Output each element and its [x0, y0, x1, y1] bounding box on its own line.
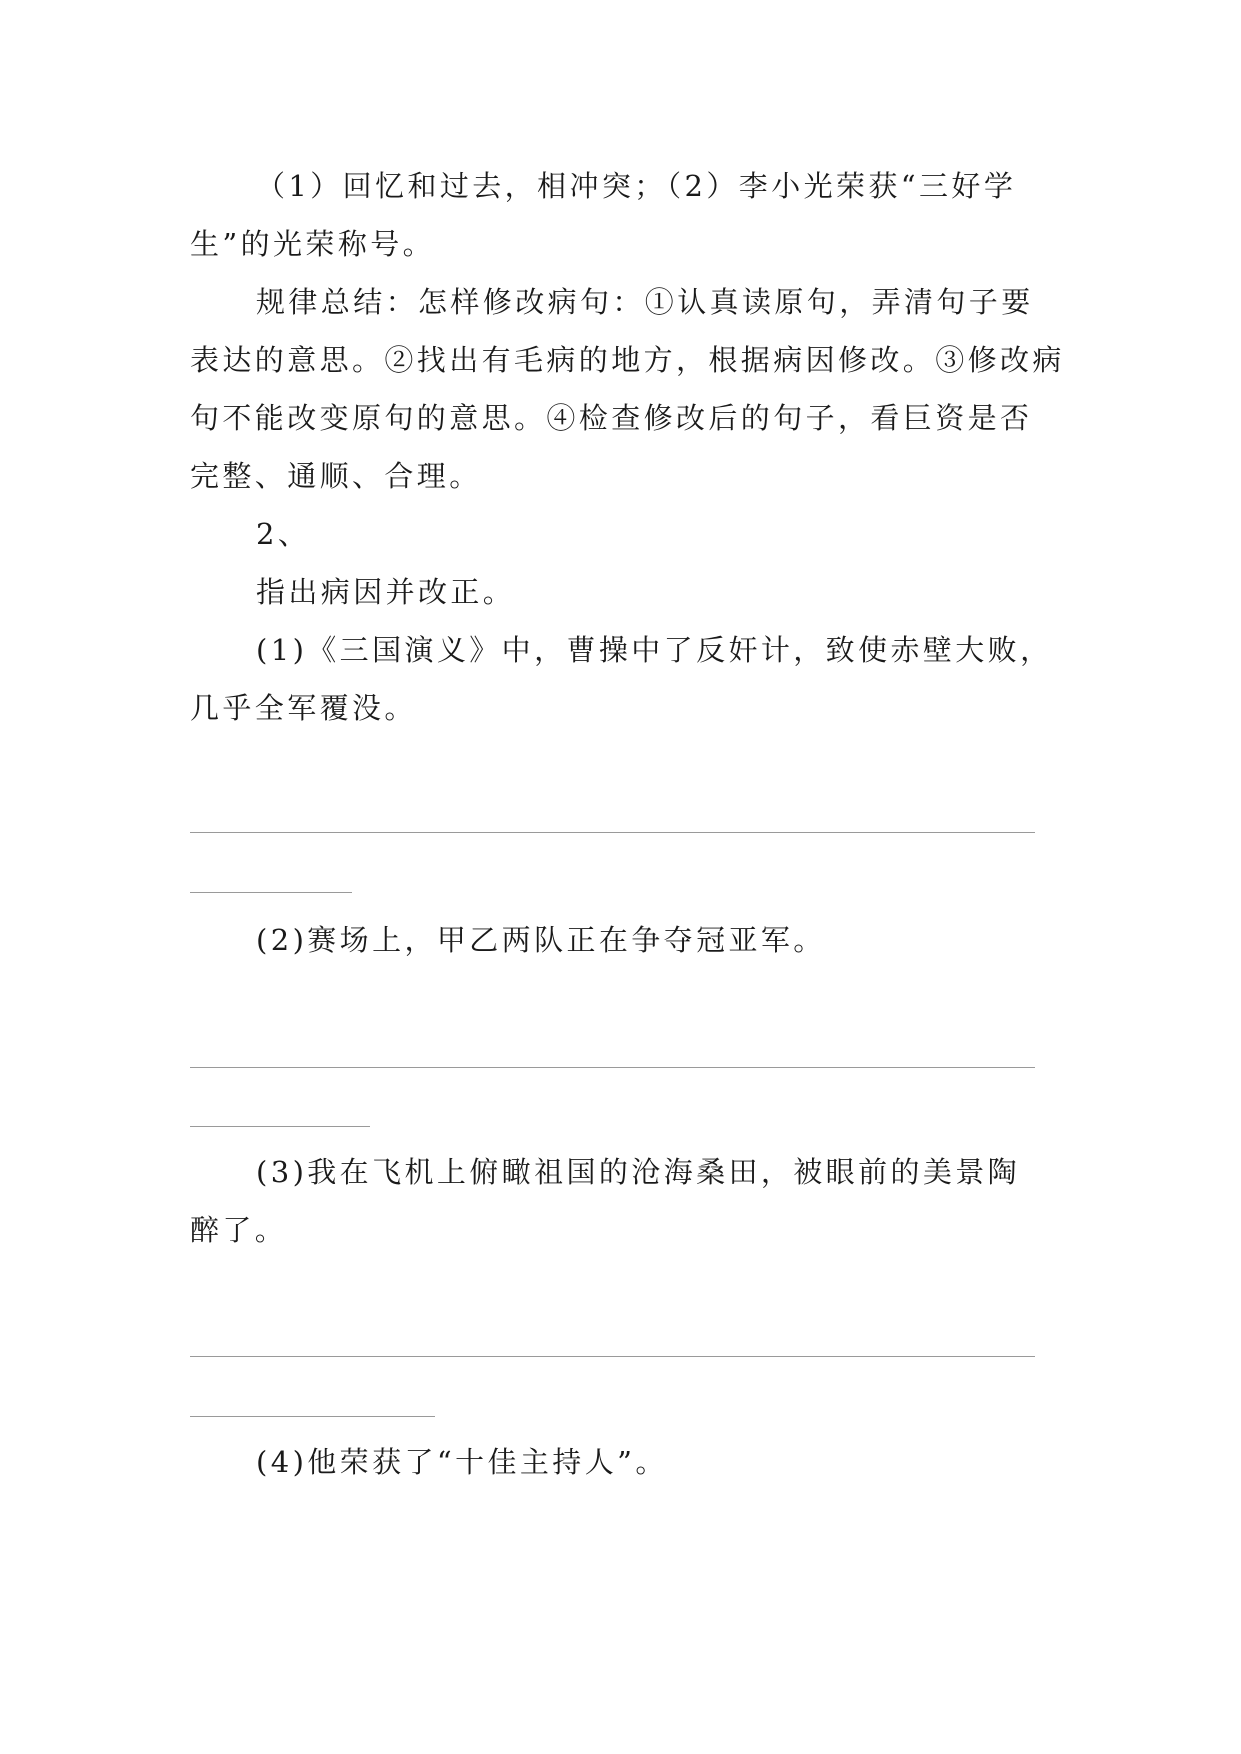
question-2-line-1: (2)赛场上，甲乙两队正在争夺冠亚军。 — [256, 923, 826, 957]
answer-line-2b — [190, 1126, 370, 1127]
answer-line-1b — [190, 892, 352, 893]
answer-line-2a — [190, 1067, 1035, 1068]
question-1-line-1: (1)《三国演义》中，曹操中了反奸计，致使赤壁大败， — [256, 633, 1053, 667]
answer-line-1a — [190, 832, 1035, 833]
question-3-line-2: 醉了。 — [190, 1213, 288, 1247]
answer-line-3b — [190, 1416, 435, 1417]
question-3-line-1: (3)我在飞机上俯瞰祖国的沧海桑田，被眼前的美景陶 — [256, 1155, 1021, 1189]
paragraph-2-line-2: 表达的意思。②找出有毛病的地方，根据病因修改。③修改病 — [190, 343, 1065, 377]
paragraph-2-line-3: 句不能改变原句的意思。④检查修改后的句子，看巨资是否 — [190, 401, 1033, 435]
paragraph-2-line-1: 规律总结：怎样修改病句：①认真读原句，弄清句子要 — [256, 285, 1034, 319]
paragraph-2-line-4: 完整、通顺、合理。 — [190, 459, 482, 493]
question-1-line-2: 几乎全军覆没。 — [190, 691, 417, 725]
paragraph-1-line-2: 生”的光荣称号。 — [190, 227, 436, 261]
answer-line-3a — [190, 1356, 1035, 1357]
instruction-text: 指出病因并改正。 — [256, 575, 516, 609]
paragraph-1-line-1: （1）回忆和过去，相冲突；（2）李小光荣获“三好学 — [256, 169, 1017, 203]
section-number: 2、 — [256, 517, 311, 551]
question-4-line-1: (4)他荣获了“十佳主持人”。 — [256, 1445, 668, 1479]
